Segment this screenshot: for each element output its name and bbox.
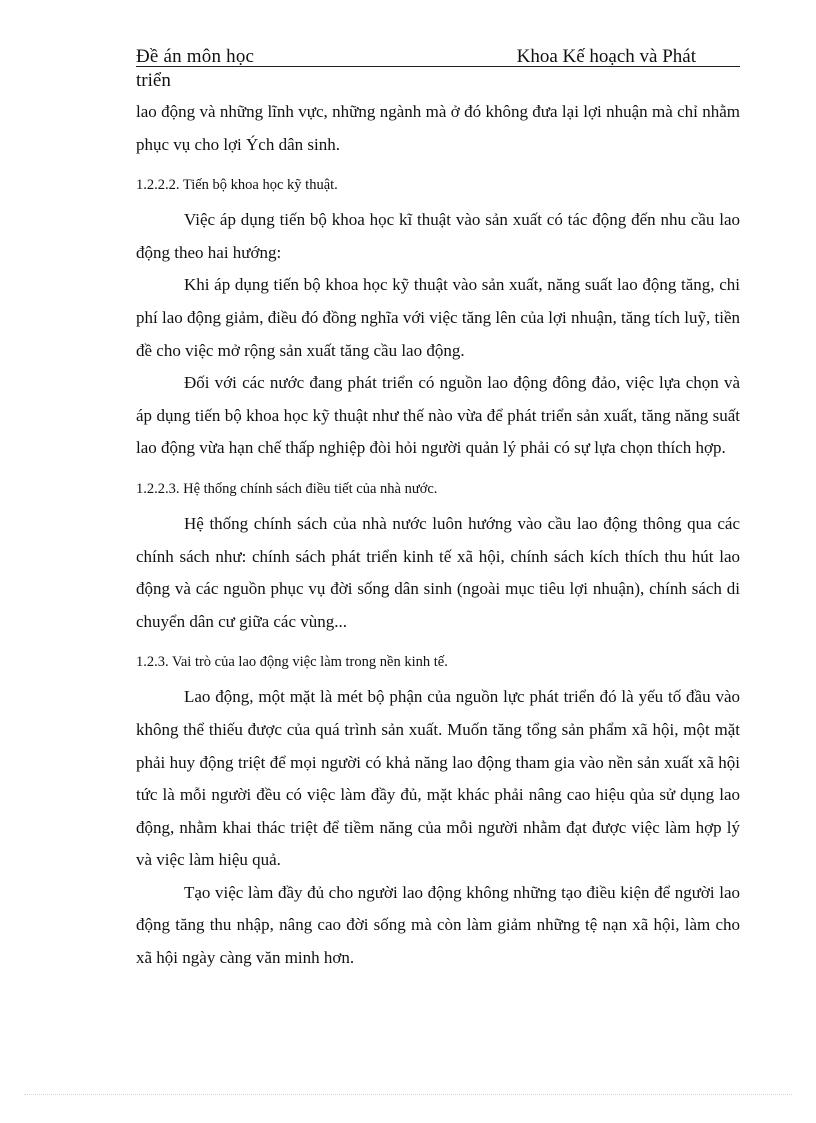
paragraph-tech-progress-2: Khi áp dụng tiến bộ khoa học kỹ thuật vào sản xuất, năng suất lao động tăng, chi phí lao động giảm, điều đó đồng nghĩa với việc tăng lên của lợi nhuận, tăng tích luỹ, tiền đề cho việc mở rộng sản xuất tăng cầu lao động. [136,275,740,360]
heading-1-2-2-3: 1.2.2.3. Hệ thống chính sách điều tiết của nhà nước. [136,480,438,497]
paragraph-labor-role-1: Lao động, một mặt là mét bộ phận của nguồn lực phát triển đó là yếu tố đầu vào không thể thiếu được của quá trình sản xuất. Muốn tăng tổng sản phẩm xã hội, một mặt phải huy động triệt để mọi người có khả năng lao động tham gia vào nền sản xuất xã hội tức là mỗi người đều có việc làm đầy đủ, mặt khác phải nâng cao hiệu qủa sử dụng lao động, nhằm khai thác triệt để tiềm năng của mỗi người nhằm đạt được việc làm hợp lý và việc làm hiệu quả. [136,687,740,870]
header-course-title: Đề án môn học [136,46,255,67]
document-body [136,96,740,975]
paragraph-tech-progress-3: Đối với các nước đang phát triển có nguồn lao động đông đảo, việc lựa chọn và áp dụng tiến bộ khoa học kỹ thuật như thế nào vừa để phát triển sản xuất, tăng năng suất lao động vừa hạn chế thấp nghiệp đòi hỏi người quản lý phải có sự lựa chọn thích hợp. [136,373,740,458]
paragraph-tech-progress-1: Việc áp dụng tiến bộ khoa học kĩ thuật vào sản xuất có tác động đến nhu cầu lao động theo hai hướng: [136,210,740,262]
heading-1-2-3: 1.2.3. Vai trò của lao động việc làm trong nền kinh tế. [136,654,448,671]
header-faculty-continuation: triển [136,70,171,91]
paragraph-state-policy: Hệ thống chính sách của nhà nước luôn hướng vào cầu lao động thông qua các chính sách như: chính sách phát triển kinh tế xã hội, chính sách kích thích thu hút lao động và các nguồn phục vụ đời sống dân sinh (ngoài mục tiêu lợi nhuận), chính sách di chuyển dân cư giữa các vùng... [136,513,740,631]
header-faculty: Khoa Kế hoạch và Phát [516,46,696,67]
paragraph-labor-role-2: Tạo việc làm đầy đủ cho người lao động không những tạo điều kiện để người lao động tăng thu nhập, nâng cao đời sống mà còn làm giảm những tệ nạn xã hội, làm cho xã hội ngày càng văn minh hơn. [136,882,740,968]
page-bottom-divider [24,1094,792,1095]
paragraph-intro: lao động và những lĩnh vực, những ngành mà ở đó không đưa lại lợi nhuận mà chỉ nhằm phục vụ cho lợi Ých dân sinh. [136,102,740,154]
heading-1-2-2-2: 1.2.2.2. Tiến bộ khoa học kỹ thuật. [136,177,338,194]
header-line [136,46,740,68]
page-header [136,46,740,92]
